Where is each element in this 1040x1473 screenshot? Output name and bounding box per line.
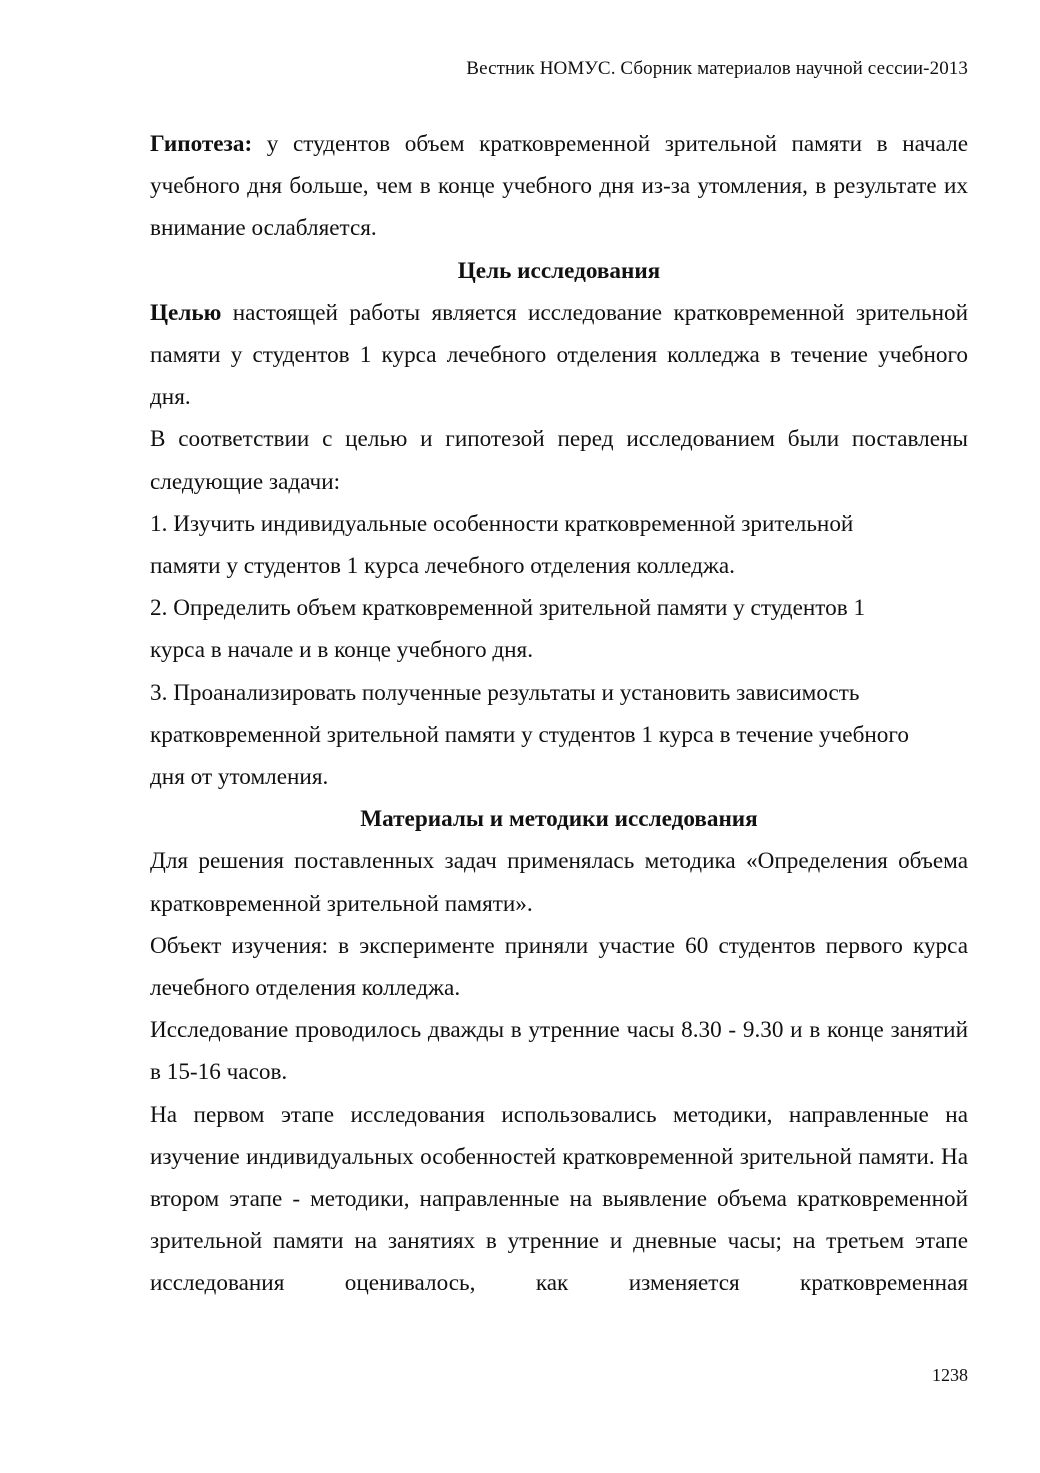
tasks-intro: В соответствии с целью и гипотезой перед исследованием были поставлены следующие задачи:	[150, 426, 968, 495]
goal-paragraph	[150, 292, 968, 419]
methods-heading: Материалы и методики исследования	[360, 806, 758, 833]
article-body	[150, 123, 968, 1305]
task-3-line-3: дня от утомления.	[150, 764, 329, 791]
task-2-line-2: курса в начале и в конце учебного дня.	[150, 637, 533, 664]
methods-paragraph-1: Для решения поставленных задач применялась методика «Определения объема кратковременной зрительной памяти».	[150, 848, 968, 917]
task-1-line-1: 1. Изучить индивидуальные особенности кратковременной зрительной	[150, 510, 854, 537]
hypothesis-label: Гипотеза:	[150, 131, 253, 157]
methods-paragraph-2: Объект изучения: в эксперименте приняли участие 60 студентов первого курса лечебного отделения колледжа.	[150, 932, 968, 1002]
page-number: 1238	[932, 1365, 968, 1385]
task-3-line-2: кратковременной зрительной памяти у студентов 1 курса в течение учебного	[150, 721, 909, 748]
goal-heading: Цель исследования	[457, 257, 661, 284]
task-1-line-2: памяти у студентов 1 курса лечебного отделения колледжа.	[150, 553, 735, 580]
running-header: Вестник НОМУС. Сборник материалов научной сессии-2013	[466, 58, 968, 79]
methods-paragraph-3: Исследование проводилось дважды в утренние часы 8.30 - 9.30 и в конце занятий в 15-16 часов.	[150, 1017, 968, 1086]
methods-paragraph-4: На первом этапе исследования использовались методики, направленные на изучение индивидуальных особенностей кратковременной зрительной памяти. На втором этапе - методики, направленные на выявление объема кратковременной зрительной памяти на занятиях в утренние и дневные часы; на третьем этапе исследования оценивалось, как изменяется кратковременная	[150, 1101, 968, 1297]
hypothesis-text: у студентов объем кратковременной зрительной памяти в начале учебного дня больше, чем в конце учебного дня из-за утомления, в результате их внимание ослабляется.	[150, 131, 968, 242]
goal-text: настоящей работы является исследование кратковременной зрительной памяти у студентов 1 курса лечебного отделения колледжа в течение учебного дня.	[150, 299, 968, 411]
goal-label: Целью	[150, 299, 222, 326]
task-2-line-1: 2. Определить объем кратковременной зрительной памяти у студентов 1	[150, 595, 866, 622]
task-3-line-1: 3. Проанализировать полученные результаты и установить зависимость	[150, 679, 860, 706]
hypothesis-paragraph	[150, 123, 968, 250]
